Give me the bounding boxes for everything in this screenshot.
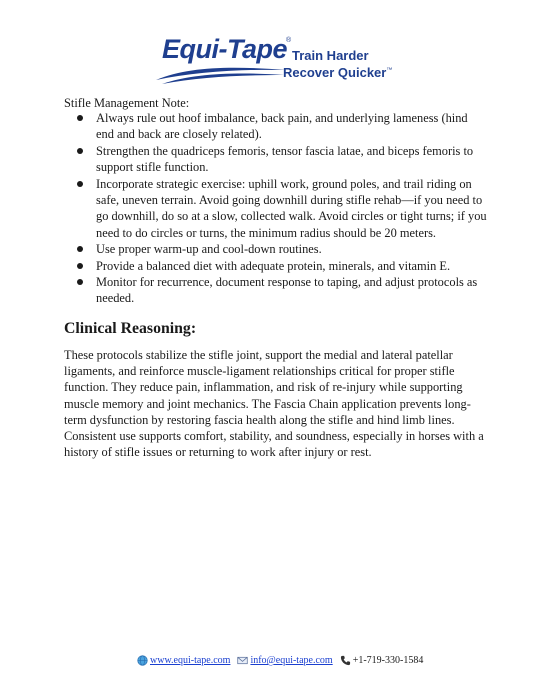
logo-wordmark: Equi-Tape	[162, 34, 288, 64]
email-link[interactable]: info@equi-tape.com	[250, 655, 333, 666]
bullet-icon	[77, 148, 83, 154]
list-item-text: Always rule out hoof imbalance, back pain, and underlying lameness (hind end and back are closely related).	[96, 111, 468, 142]
list-item-text: Provide a balanced diet with adequate protein, minerals, and vitamin E.	[96, 258, 451, 273]
trademark-mark: ™	[386, 67, 393, 74]
tagline-train-harder: Train Harder	[292, 48, 369, 63]
envelope-icon	[237, 655, 248, 666]
list-item-text: Incorporate strategic exercise: uphill work, ground poles, and trail riding on safe, uneven terrain. Avoid going downhill during stifle rehab—if you need to go downhill, do so at a slow, collected walk. Avoid circles or tight turns; if you need to do circles or turns, the minimum radius should be 20 meters.	[96, 176, 487, 240]
bullet-icon	[77, 263, 83, 269]
tagline-recover-quicker-text: Recover Quicker	[283, 65, 387, 80]
footer-contact	[137, 655, 423, 666]
brand-logo	[154, 34, 394, 86]
list-item-text: Use proper warm-up and cool-down routines.	[96, 242, 322, 257]
globe-icon	[137, 655, 148, 666]
website-link[interactable]: www.equi-tape.com	[150, 655, 231, 666]
list-item-text: Monitor for recurrence, document response to taping, and adjust protocols as needed.	[96, 275, 478, 306]
bullet-icon	[77, 246, 83, 252]
logo-registered-mark: ®	[286, 37, 292, 44]
list-item	[64, 274, 488, 307]
bullet-icon	[77, 279, 83, 285]
list-item	[64, 241, 488, 257]
bullet-icon	[77, 181, 83, 187]
phone-icon	[340, 655, 351, 666]
list-item-text: Strengthen the quadriceps femoris, tensor fascia latae, and biceps femoris to support stifle function.	[96, 143, 474, 175]
list-item	[64, 110, 488, 143]
list-item	[64, 176, 488, 242]
section-title-clinical-reasoning: Clinical Reasoning:	[64, 320, 197, 337]
tagline-recover-quicker	[283, 65, 392, 80]
phone-number: +1-719-330-1584	[352, 655, 424, 666]
note-heading: Stifle Management Note:	[64, 96, 190, 110]
logo-swoosh-icon	[154, 64, 289, 86]
clinical-reasoning-paragraph: These protocols stabilize the stifle joint, support the medial and lateral patellar ligaments, and reinforce muscle-ligament relationships critical for proper stifle function. They reduce pain, inflammation, and risk of re-injury while supporting muscle memory and joint mechanics. The Fascia Chain application prevents long-term dysfunction by restoring fascia health along the stifle and hind limb lines. Consistent use supports comfort, stability, and soundness, especially in horses with a history of stifle issues or returning to work after injury or rest.	[64, 348, 484, 460]
list-item	[64, 143, 488, 176]
note-list	[64, 110, 488, 307]
bullet-icon	[77, 115, 83, 121]
list-item	[64, 258, 488, 274]
